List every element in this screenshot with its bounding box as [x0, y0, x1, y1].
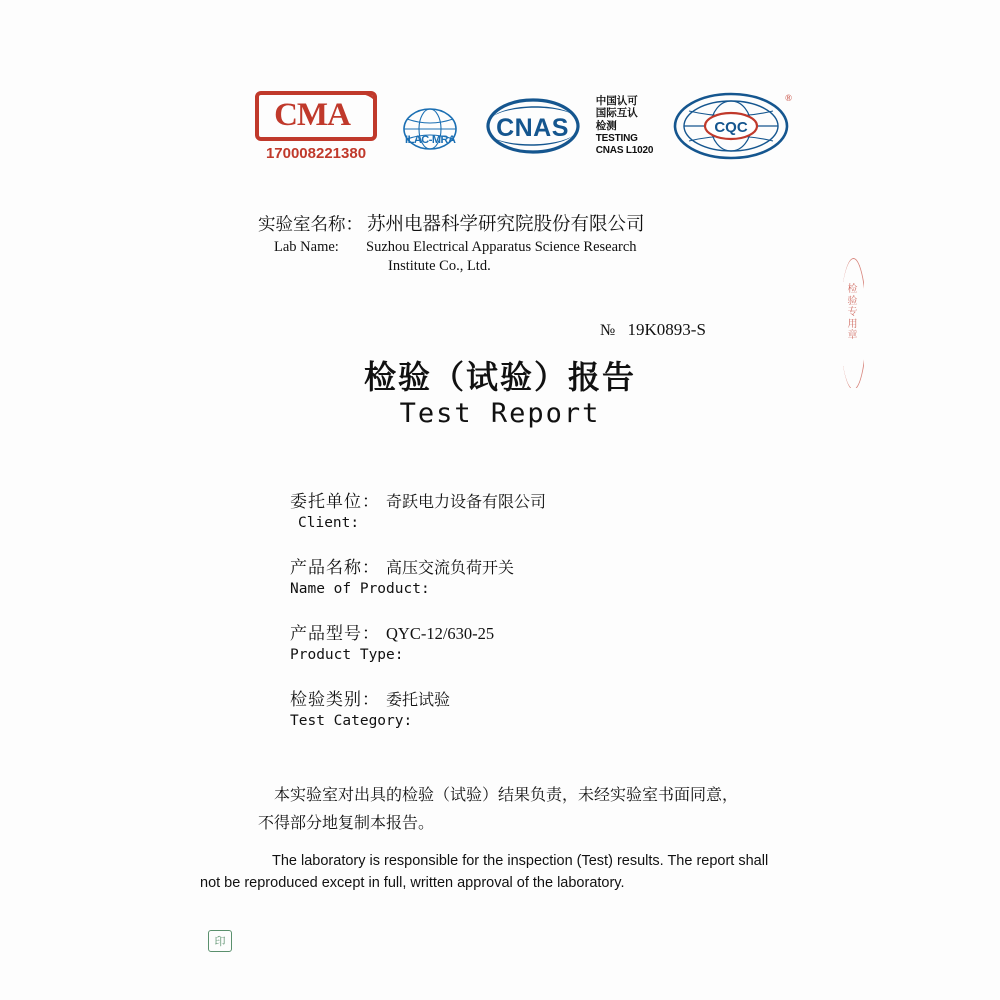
cnas-label: CNAS — [496, 114, 569, 142]
field-test-category-line — [290, 685, 850, 710]
field-product-type-label-cn: 产品型号： — [290, 624, 380, 643]
lab-name-value-cn: 苏州电器科学研究院股份有限公司 — [367, 213, 645, 234]
page-title-cn: 检验（试验）报告 — [363, 359, 636, 395]
cnas-text-line3: 检测 — [595, 120, 617, 133]
field-client-label-cn: 委托单位： — [290, 492, 380, 511]
globe-icon — [395, 107, 465, 151]
cnas-text-line4: TESTING — [595, 133, 638, 144]
field-test-category-label-en: Test Category: — [290, 713, 413, 729]
accreditation-logo-row — [255, 86, 790, 166]
number-symbol-icon: № — [600, 322, 616, 339]
field-test-category-value: 委托试验 — [386, 692, 451, 709]
field-product-type — [290, 619, 850, 663]
cnas-text-line1: 中国认可 — [595, 94, 638, 107]
green-verification-mark: 印 — [208, 930, 232, 952]
lab-name-value-en-line1: Suzhou Electrical Apparatus Science Research — [366, 239, 637, 255]
field-product-type-value: QYC-12/630-25 — [386, 624, 495, 643]
field-product-name-value: 高压交流负荷开关 — [386, 560, 515, 577]
lab-name-en-row — [258, 239, 878, 256]
ilac-mra-label: ILAC-MRA — [405, 133, 456, 146]
cma-logo-letters: CMA — [274, 97, 350, 133]
field-product-type-label-en: Product Type: — [290, 647, 404, 663]
disclaimer-en — [200, 850, 840, 895]
field-client-line — [290, 487, 850, 512]
disclaimer-en-line2: not be reproduced except in full, written approval of the laboratory. — [200, 875, 625, 892]
page-title-en: Test Report — [399, 398, 601, 429]
cma-certificate-number: 170008221380 — [265, 144, 367, 162]
disclaimer-cn-line2: 不得部分地复制本报告。 — [258, 815, 435, 832]
red-seal-stamp — [838, 258, 864, 388]
field-product-type-line — [290, 619, 850, 644]
field-client — [290, 487, 850, 531]
field-product-name-label-cn: 产品名称： — [290, 558, 380, 577]
registered-trademark-icon: ® — [785, 93, 792, 103]
cnas-text-line2: 国际互认 — [595, 107, 638, 120]
report-fields — [290, 487, 850, 751]
disclaimer-cn-line1: 本实验室对出具的检验（试验）结果负责，未经实验室书面同意， — [274, 787, 739, 804]
report-number — [600, 320, 706, 340]
report-number-value: 19K0893-S — [627, 320, 706, 339]
field-product-name-label-en: Name of Product: — [290, 581, 430, 597]
cnas-accreditation-text — [596, 95, 658, 158]
field-product-name-line — [290, 553, 850, 578]
field-product-name — [290, 553, 850, 597]
disclaimer-en-line1: The laboratory is responsible for the inspection (Test) results. The report shall — [272, 853, 769, 869]
cqc-logo — [672, 91, 790, 161]
seal-text: 检验专用章 — [847, 284, 859, 341]
cnas-badge-icon — [484, 97, 582, 155]
cnas-logo — [484, 97, 582, 155]
lab-name-cn-row — [258, 210, 878, 236]
lab-name-label-cn: 实验室名称： — [258, 214, 363, 234]
svg-text:CQC: CQC — [714, 119, 748, 136]
field-test-category-label-cn: 检验类别： — [290, 690, 380, 709]
cnas-text-line5: CNAS L1020 — [595, 145, 654, 157]
field-test-category — [290, 685, 850, 729]
cma-logo — [255, 91, 377, 162]
lab-name-value-en-line2: Institute Co., Ltd. — [388, 258, 491, 274]
field-client-value: 奇跃电力设备有限公司 — [386, 494, 547, 511]
lab-name-label-en: Lab Name: — [274, 239, 339, 255]
ilac-mra-logo — [391, 107, 469, 146]
cma-logo-box — [255, 91, 377, 141]
disclaimer-cn — [258, 782, 858, 838]
laboratory-name-block — [258, 210, 878, 275]
field-client-label-en: Client: — [298, 515, 360, 531]
